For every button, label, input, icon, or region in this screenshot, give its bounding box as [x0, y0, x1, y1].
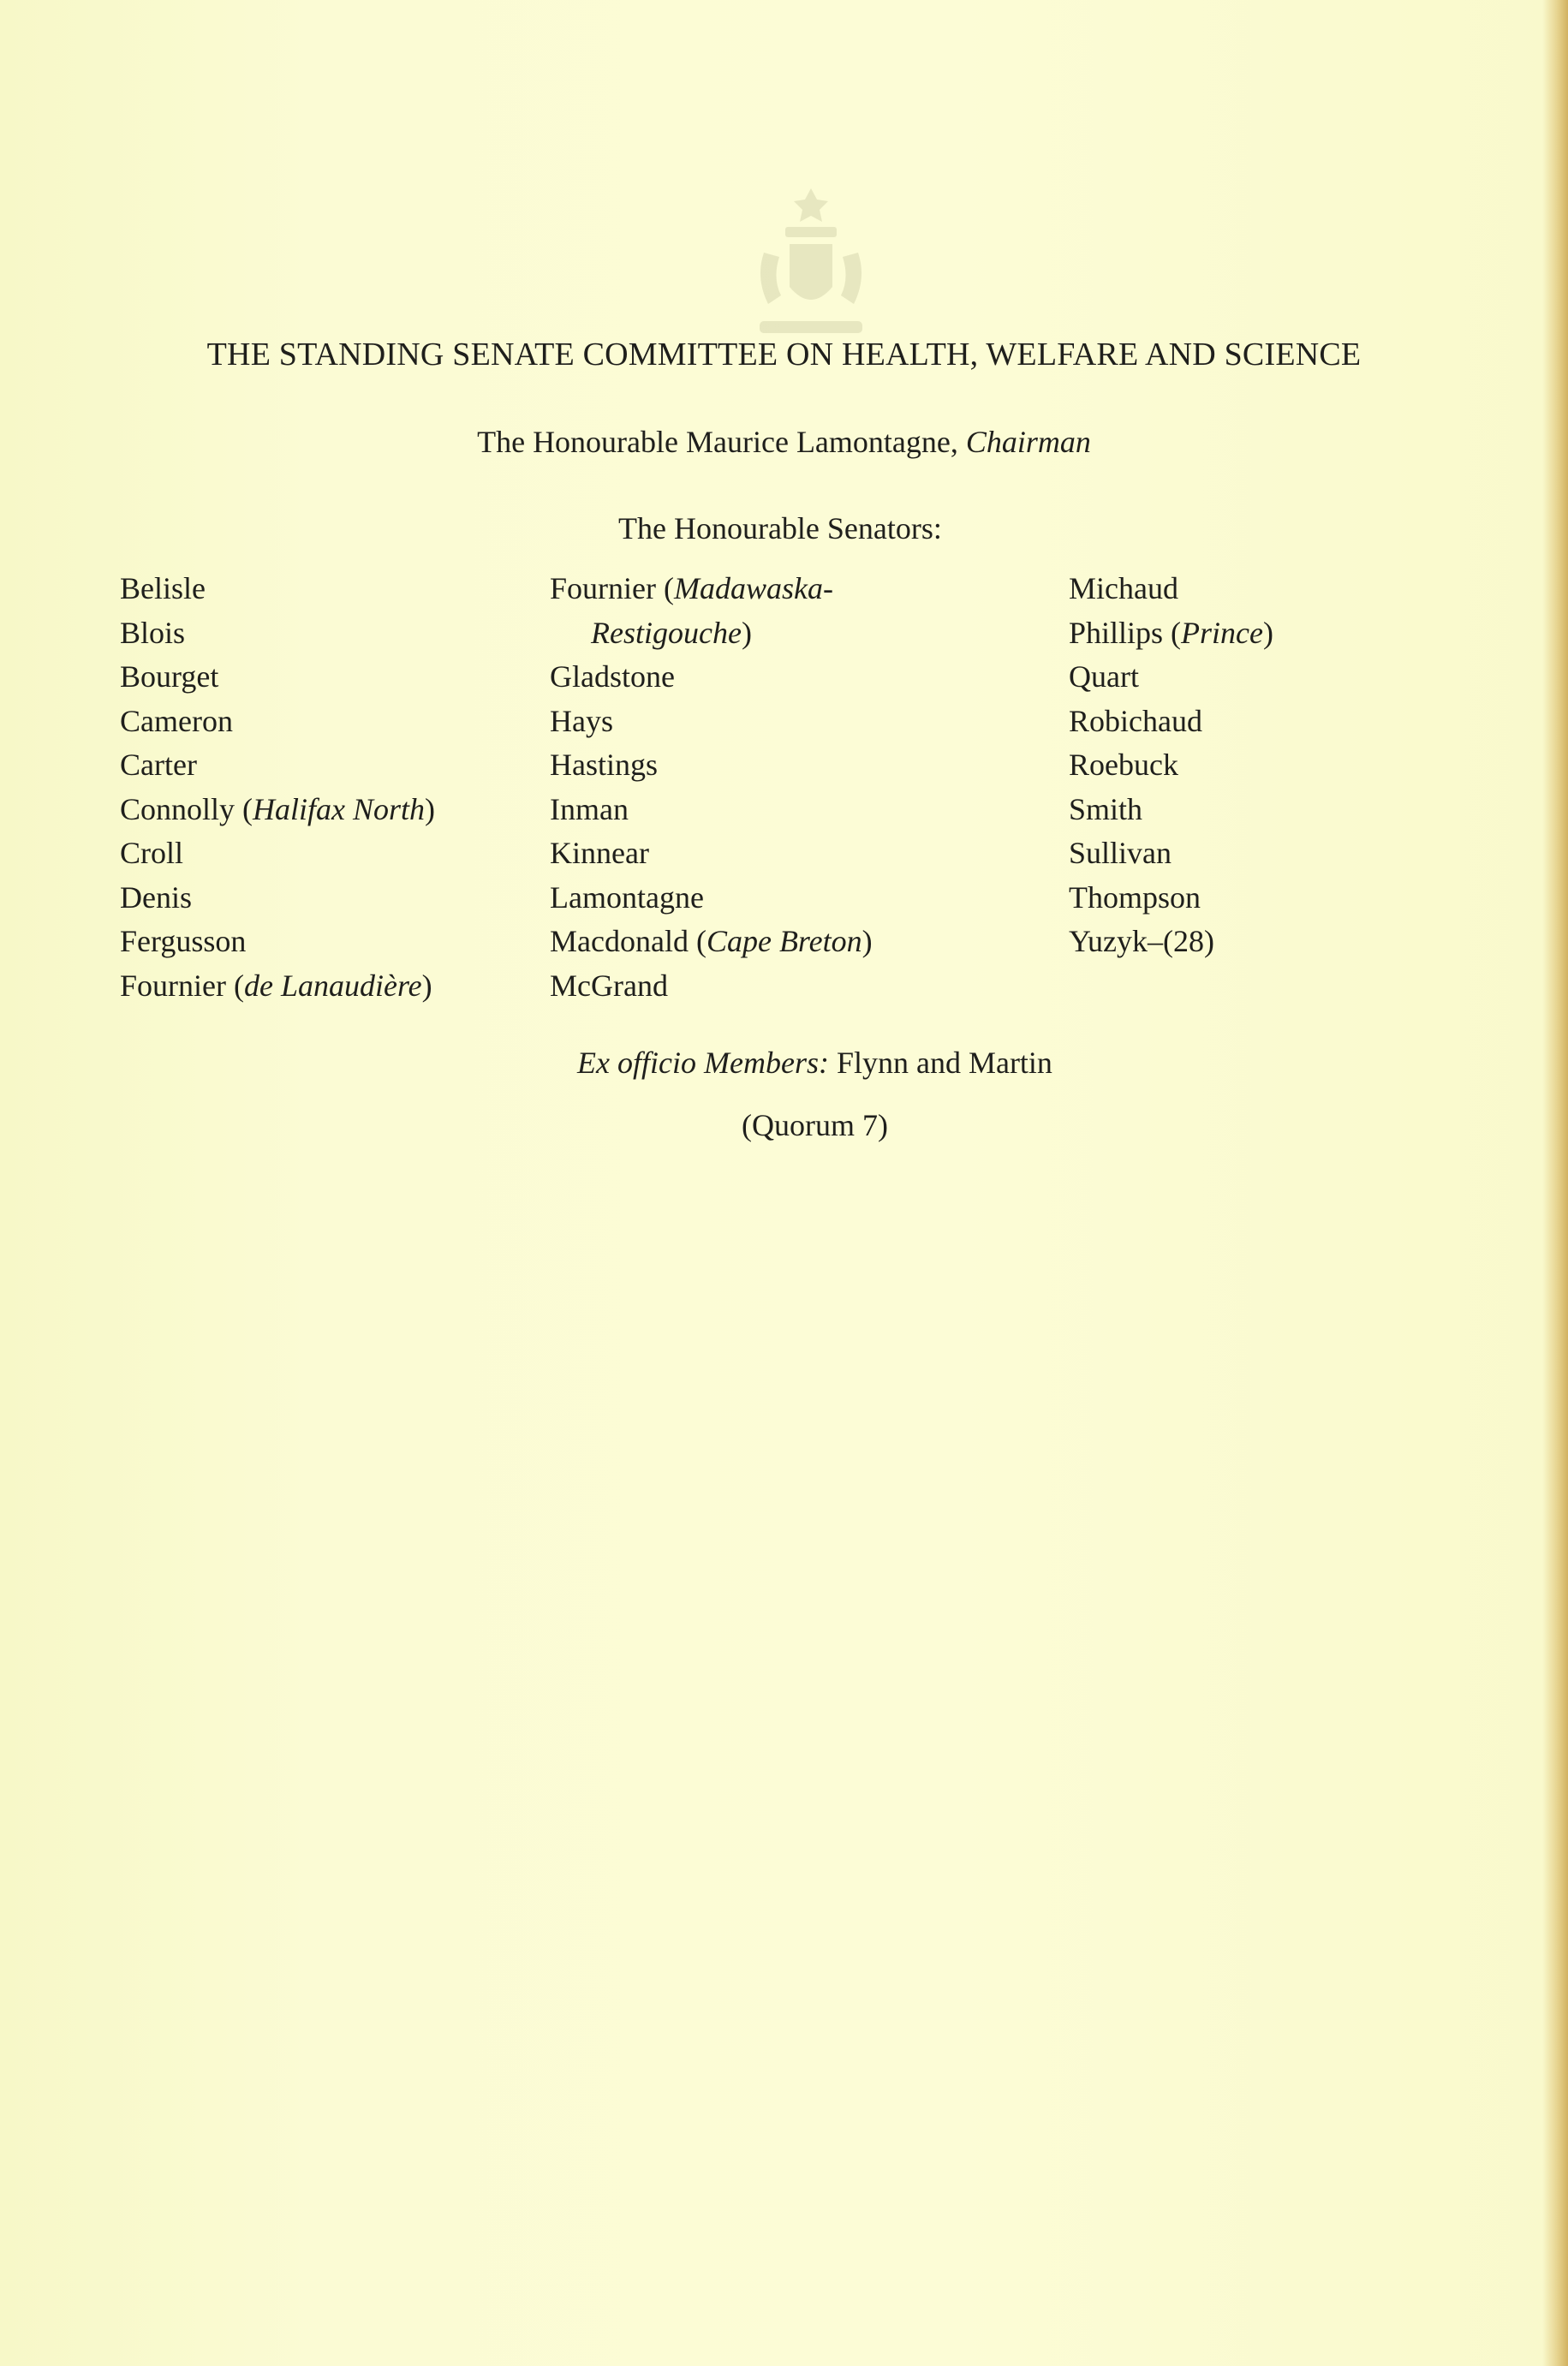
senator-entry: [120, 567, 435, 611]
senator-name: Michaud: [1069, 571, 1178, 605]
senators-column-2: [550, 567, 873, 1008]
senator-entry: [550, 831, 873, 876]
senator-entry: [120, 876, 435, 921]
senator-name: Quart: [1069, 659, 1139, 694]
senator-name: Cameron: [120, 703, 233, 738]
senator-entry: [120, 920, 435, 964]
senator-count: –(28): [1148, 924, 1214, 958]
senator-entry: [1069, 876, 1273, 921]
senator-entry: Macdonald (Cape Breton): [550, 924, 873, 958]
senator-entry: Restigouche): [591, 615, 752, 650]
senator-entry: [120, 611, 435, 656]
senator-name: Roebuck: [1069, 748, 1178, 782]
chairman-title: Chairman: [965, 425, 1091, 459]
coat-of-arms-show-through: [747, 184, 875, 347]
senator-entry: [550, 876, 873, 921]
senator-name: Fournier: [120, 968, 226, 1003]
chairman-line: [0, 424, 1568, 460]
senator-name: Blois: [120, 615, 186, 650]
senator-qualifier: Restigouche: [591, 615, 742, 650]
senator-entry: [1069, 788, 1273, 832]
senator-name: Yuzyk: [1069, 924, 1148, 958]
senator-entry: [550, 700, 873, 744]
senator-entry: Phillips (Prince): [1069, 615, 1274, 650]
senator-entry: [120, 655, 435, 700]
senator-name: Sullivan: [1069, 836, 1172, 870]
senator-entry: [120, 831, 435, 876]
senator-name: Gladstone: [550, 659, 675, 694]
senator-name: Inman: [550, 791, 629, 826]
ex-officio-label: Ex officio Members:: [577, 1046, 829, 1080]
chairman-name: The Honourable Maurice Lamontagne,: [477, 425, 966, 459]
senator-entry: [1069, 831, 1273, 876]
senator-entry: Fournier (de Lanaudière): [120, 968, 432, 1003]
senator-name: Lamontagne: [550, 879, 704, 915]
senator-entry: Connolly (Halifax North): [120, 791, 436, 826]
senator-entry: [550, 655, 873, 700]
senator-entry: [550, 964, 873, 1009]
senator-name: Robichaud: [1069, 703, 1202, 738]
senator-entry: [1069, 743, 1273, 788]
senator-qualifier: de Lanaudière: [243, 968, 422, 1003]
senator-name: Fournier: [550, 571, 656, 605]
senator-entry: [1069, 700, 1273, 744]
senator-qualifier: Cape Breton: [706, 924, 862, 958]
senator-entry: [1069, 655, 1273, 700]
senators-column-1: [120, 567, 435, 1008]
senator-name: Kinnear: [550, 836, 649, 870]
committee-heading: THE STANDING SENATE COMMITTEE ON HEALTH, WELFARE AND SCIENCE: [206, 337, 1362, 372]
senator-name: Thompson: [1069, 879, 1201, 915]
senator-entry: [550, 788, 873, 832]
senator-entry: [1069, 567, 1273, 611]
senator-qualifier: Prince: [1181, 615, 1264, 650]
senator-name: Fergusson: [120, 924, 247, 958]
senator-name: Denis: [120, 879, 192, 915]
senators-column-3: [1069, 567, 1273, 964]
senator-entry: [120, 743, 435, 788]
senator-qualifier: Madawaska-: [673, 571, 833, 605]
senator-entry: [1069, 920, 1273, 964]
senator-name: Smith: [1069, 791, 1143, 826]
senator-name: Carter: [120, 748, 197, 782]
senator-name: Belisle: [120, 571, 206, 605]
ex-officio-line: [0, 1045, 1568, 1081]
senator-entry: [550, 743, 873, 788]
senator-name: Connolly: [120, 791, 235, 826]
senator-name: Phillips: [1069, 615, 1164, 650]
senator-name: Hastings: [550, 748, 658, 782]
senator-name: Hays: [550, 703, 613, 738]
ex-officio-members: Flynn and Martin: [828, 1046, 1052, 1080]
senator-name: Bourget: [120, 659, 219, 694]
senator-qualifier: Halifax North: [253, 791, 426, 826]
quorum-line: (Quorum 7): [742, 1108, 888, 1142]
senator-name: McGrand: [550, 968, 668, 1003]
senator-entry: Fournier (Madawaska-: [550, 571, 833, 605]
senator-name: Macdonald: [550, 924, 689, 958]
senator-entry: [120, 700, 435, 744]
senator-name: Croll: [120, 836, 184, 870]
senators-caption: The Honourable Senators:: [618, 511, 942, 545]
